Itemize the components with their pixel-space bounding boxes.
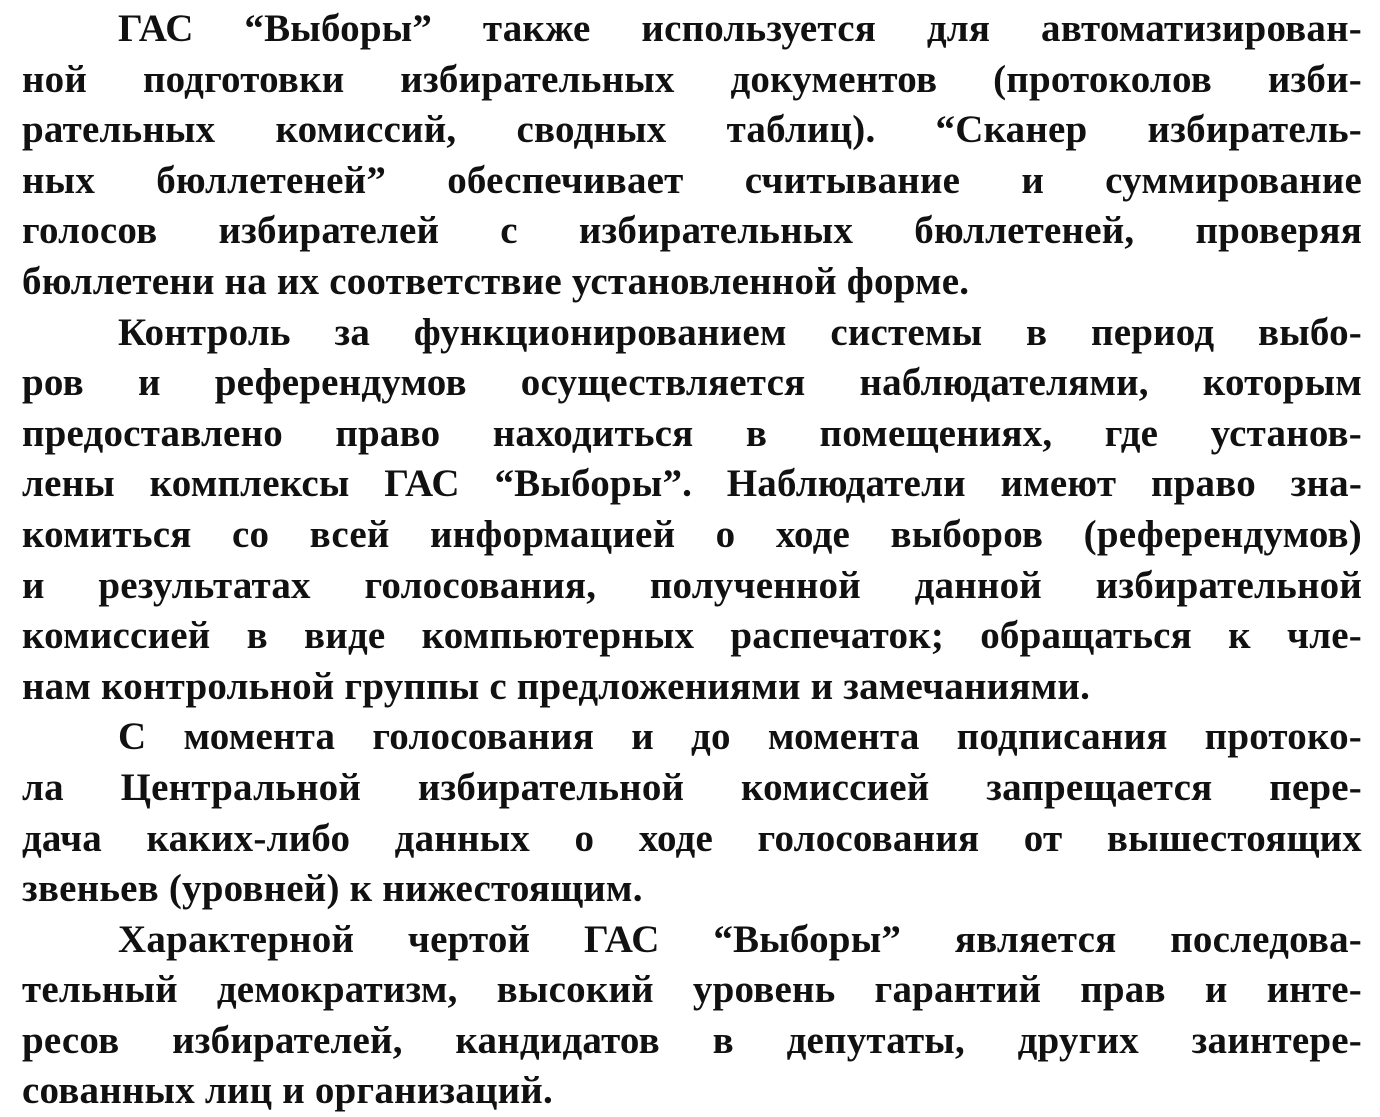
text-line: ной подготовки избирательных документов (протоколов изби- <box>22 57 1362 101</box>
text-line: Характерной чертой ГАС “Выборы” является последова- <box>118 917 1362 961</box>
text-line: Контроль за функционированием системы в период выбо- <box>118 310 1362 354</box>
text-line: рательных комиссий, сводных таблиц). “Сканер избиратель- <box>22 108 1362 152</box>
text-line: звеньев (уровней) к нижестоящим. <box>22 867 643 911</box>
paragraph-1 <box>22 4 1362 308</box>
document-page <box>22 4 1362 1117</box>
paragraph-3 <box>22 712 1362 914</box>
text-line: лены комплексы ГАС “Выборы”. Наблюдатели имеют право зна- <box>22 462 1362 506</box>
text-line: ГАС “Выборы” также используется для автоматизирован- <box>118 7 1362 50</box>
text-line: нам контрольной группы с предложениями и замечаниями. <box>22 664 1091 708</box>
text-line: ных бюллетеней” обеспечивает считывание и суммирование <box>22 158 1362 202</box>
text-line: ров и референдумов осуществляется наблюдателями, которым <box>22 361 1362 405</box>
text-line: и результатах голосования, полученной данной избирательной <box>22 563 1362 607</box>
text-line: предоставлено право находиться в помещениях, где установ- <box>22 411 1362 455</box>
paragraph-2 <box>22 308 1362 713</box>
paragraph-4 <box>22 915 1362 1117</box>
text-line: С момента голосования и до момента подписания протоко- <box>118 715 1362 759</box>
text-line: бюллетени на их соответствие установленной форме. <box>22 259 970 303</box>
text-line: сованных лиц и организаций. <box>22 1069 553 1113</box>
text-line: комиться со всей информацией о ходе выборов (референдумов) <box>22 512 1362 556</box>
text-line: ресов избирателей, кандидатов в депутаты, других заинтере- <box>22 1018 1362 1062</box>
text-line: комиссией в виде компьютерных распечаток; обращаться к чле- <box>22 614 1362 658</box>
text-line: голосов избирателей с избирательных бюллетеней, проверяя <box>22 209 1362 253</box>
text-line: ла Центральной избирательной комиссией запрещается пере- <box>22 765 1362 809</box>
text-line: дача каких-либо данных о ходе голосования от вышестоящих <box>22 816 1362 860</box>
text-line: тельный демократизм, высокий уровень гарантий прав и инте- <box>22 968 1362 1012</box>
